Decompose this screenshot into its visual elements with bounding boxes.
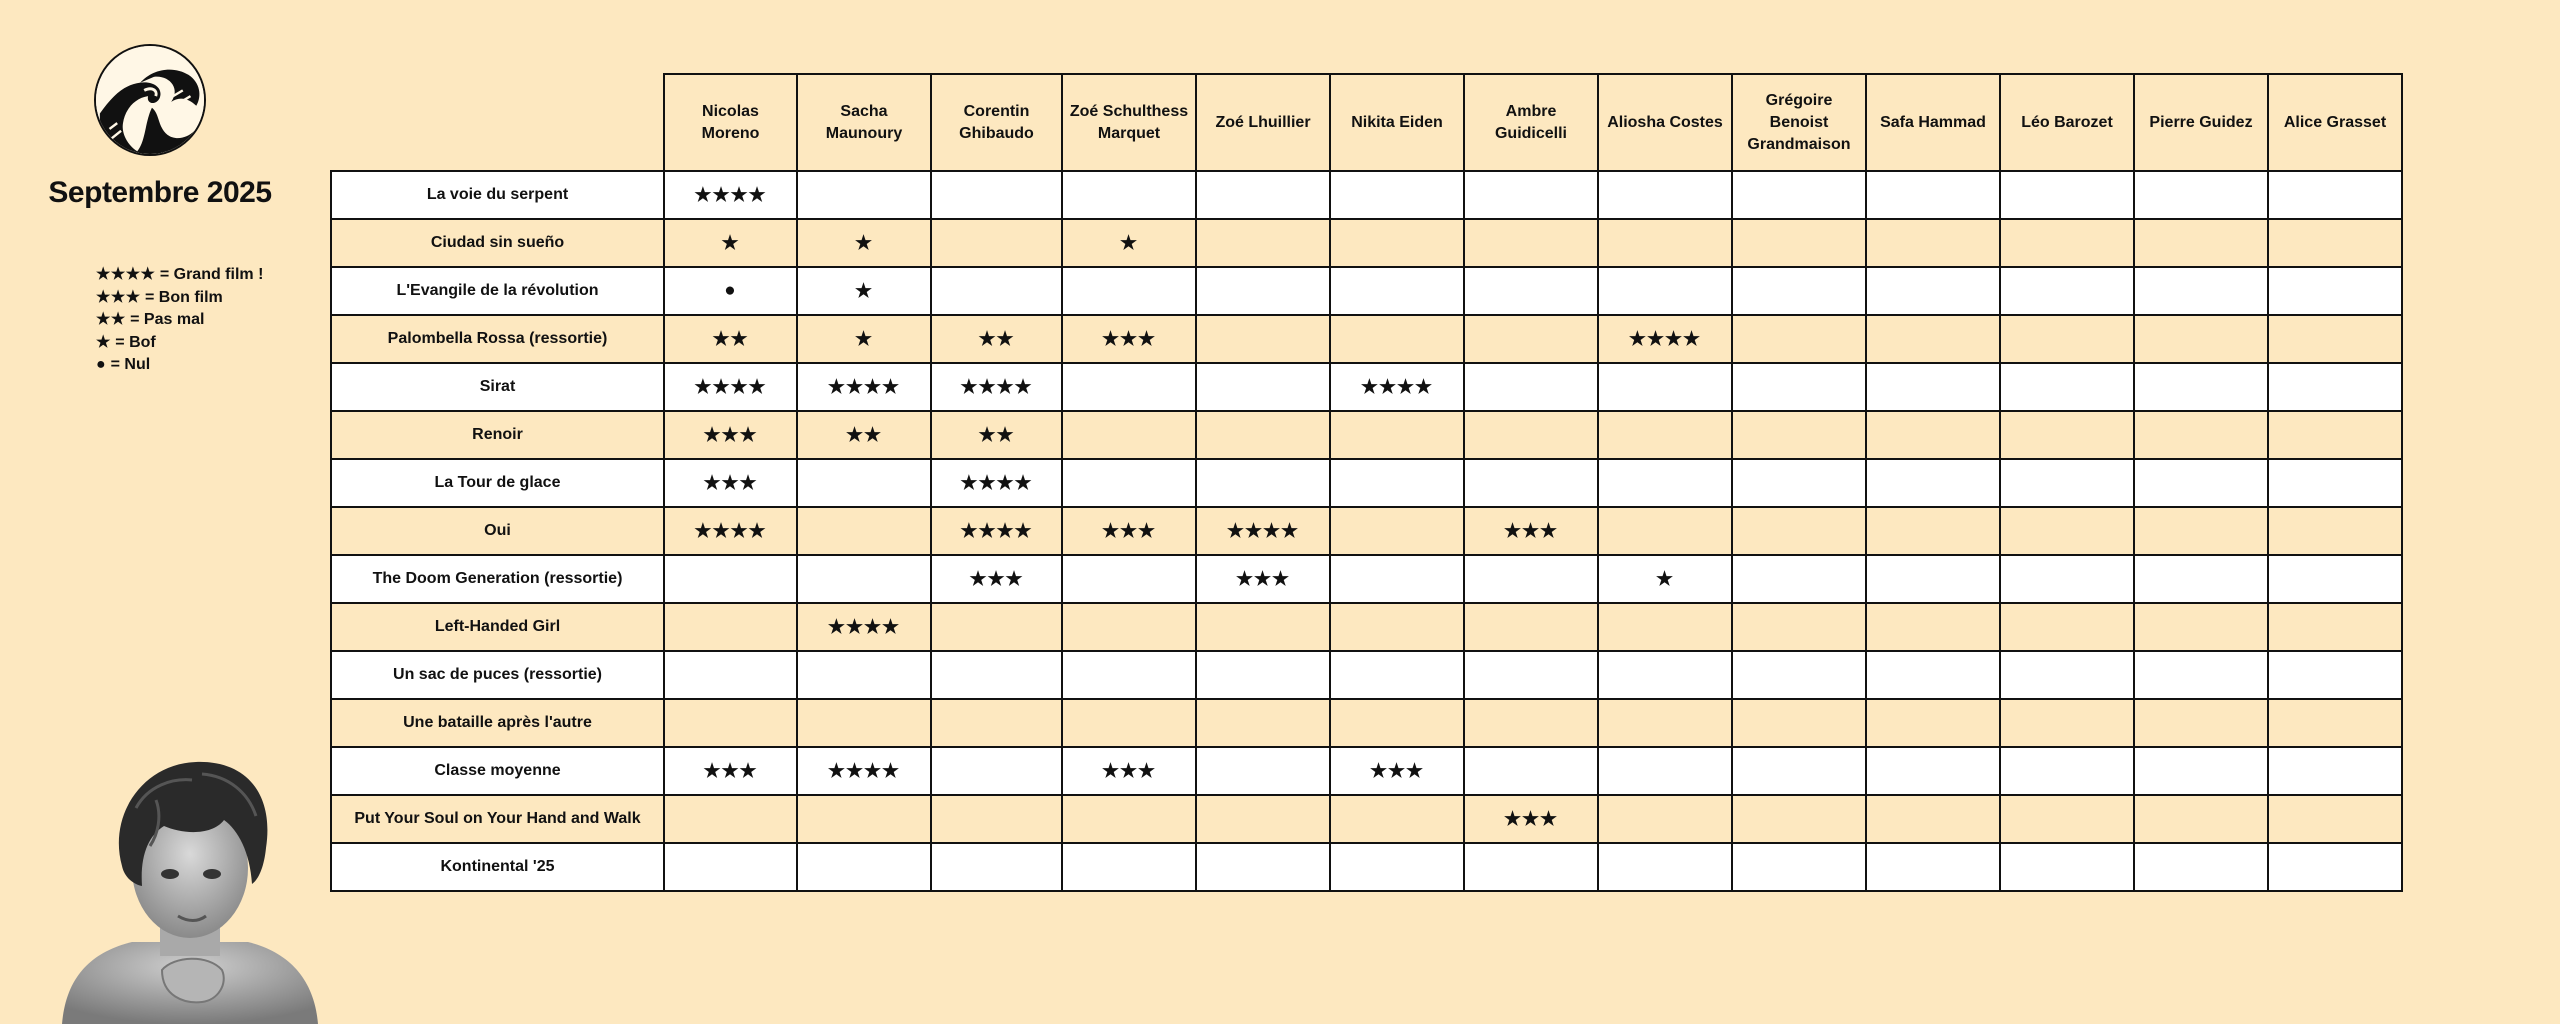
rating-cell [1866, 171, 2000, 219]
rating-cell [2268, 171, 2402, 219]
rating-cell [2134, 171, 2268, 219]
rating-cell [664, 795, 797, 843]
rating-cell [2000, 555, 2134, 603]
rating-cell [1598, 795, 1732, 843]
rating-cell [1866, 603, 2000, 651]
rating-cell [931, 651, 1062, 699]
rating-cell [931, 603, 1062, 651]
rating-cell [931, 843, 1062, 891]
film-title: L'Evangile de la révolution [331, 267, 664, 315]
rating-cell: ★★★★ [797, 747, 931, 795]
rating-cell [2000, 795, 2134, 843]
rating-cell [1866, 219, 2000, 267]
rating-cell [1062, 363, 1196, 411]
table-row [331, 699, 2402, 747]
critic-header-safa-hammad: Safa Hammad [1866, 74, 2000, 171]
rating-cell [1732, 267, 1866, 315]
rating-cell [1464, 459, 1598, 507]
rating-cell [1464, 651, 1598, 699]
rating-cell [931, 747, 1062, 795]
rating-cell [664, 843, 797, 891]
rating-cell [797, 795, 931, 843]
rating-cell [931, 171, 1062, 219]
rating-cell [1464, 267, 1598, 315]
rating-cell [1598, 699, 1732, 747]
rating-cell [1196, 651, 1330, 699]
rating-cell [1598, 363, 1732, 411]
rating-cell [1732, 459, 1866, 507]
rating-cell [2000, 363, 2134, 411]
rating-cell: ★★★ [1330, 747, 1464, 795]
rating-cell [2134, 363, 2268, 411]
rating-cell [1732, 747, 1866, 795]
rating-cell [1732, 171, 1866, 219]
rating-cell [1598, 507, 1732, 555]
rating-cell [2268, 843, 2402, 891]
critic-header-gregoire-benoist-grandmaison: Grégoire Benoist Grandmaison [1732, 74, 1866, 171]
rating-cell [1732, 219, 1866, 267]
rating-cell [1866, 363, 2000, 411]
rating-cell: ★★★ [664, 747, 797, 795]
rating-cell [797, 555, 931, 603]
rating-cell [1866, 699, 2000, 747]
critic-header-ambre-guidicelli: Ambre Guidicelli [1464, 74, 1598, 171]
legend-label: = Bof [115, 333, 156, 351]
rating-cell [1464, 747, 1598, 795]
rating-cell [1196, 171, 1330, 219]
rating-cell [1330, 603, 1464, 651]
rating-cell [1732, 363, 1866, 411]
rating-cell [2134, 219, 2268, 267]
legend-label: = Pas mal [130, 311, 205, 328]
rating-cell: ★★★★ [664, 171, 797, 219]
rating-cell [1196, 795, 1330, 843]
rating-cell [1866, 459, 2000, 507]
table-row [331, 507, 2402, 555]
rating-cell [1062, 795, 1196, 843]
rating-cell [1732, 843, 1866, 891]
critic-header-zoe-schulthess-marquet: Zoé Schulthess Marquet [1062, 74, 1196, 171]
rating-cell [1196, 219, 1330, 267]
rating-cell [797, 171, 931, 219]
rating-cell: ★★★★ [664, 507, 797, 555]
rating-cell [2000, 603, 2134, 651]
rating-cell: ★ [1062, 219, 1196, 267]
rating-cell [1196, 363, 1330, 411]
legend-symbol: ★★ [96, 311, 126, 328]
film-title: La voie du serpent [331, 171, 664, 219]
critic-header-zoe-lhuillier: Zoé Lhuillier [1196, 74, 1330, 171]
rating-cell [1062, 267, 1196, 315]
rating-cell: ★★★★ [1330, 363, 1464, 411]
table-row [331, 219, 2402, 267]
rating-cell [2268, 651, 2402, 699]
rating-cell: ★ [797, 219, 931, 267]
critic-header-sacha-maunoury: Sacha Maunoury [797, 74, 931, 171]
rating-cell: ★ [664, 219, 797, 267]
rating-cell: ★★ [797, 411, 931, 459]
rating-cell [1598, 747, 1732, 795]
film-title: Put Your Soul on Your Hand and Walk [331, 795, 664, 843]
table-row [331, 459, 2402, 507]
rating-cell [931, 267, 1062, 315]
critic-header-nicolas-moreno: Nicolas Moreno [664, 74, 797, 171]
rating-cell [2000, 315, 2134, 363]
rating-cell [1732, 603, 1866, 651]
rating-cell: ★★ [931, 411, 1062, 459]
table-row [331, 411, 2402, 459]
rating-cell [1330, 411, 1464, 459]
rating-cell [2268, 603, 2402, 651]
rating-cell [1732, 507, 1866, 555]
rating-cell [1196, 603, 1330, 651]
critic-header-pierre-guidez: Pierre Guidez [2134, 74, 2268, 171]
rating-cell [2000, 507, 2134, 555]
rating-cell [2268, 411, 2402, 459]
film-title: Kontinental '25 [331, 843, 664, 891]
rating-cell [2268, 555, 2402, 603]
rating-cell [1330, 843, 1464, 891]
rating-cell [1330, 555, 1464, 603]
rating-cell [1598, 267, 1732, 315]
legend-item [96, 354, 263, 377]
rating-cell [2268, 459, 2402, 507]
table-row [331, 171, 2402, 219]
legend-label: = Nul [110, 356, 151, 373]
rating-cell [1196, 315, 1330, 363]
table-row [331, 315, 2402, 363]
rating-cell: ★★★★ [664, 363, 797, 411]
rating-cell [1062, 171, 1196, 219]
rating-cell: ★★★★ [797, 603, 931, 651]
rating-cell [1598, 651, 1732, 699]
rating-cell: ★★★★ [931, 507, 1062, 555]
rating-cell [1062, 603, 1196, 651]
rating-cell [1464, 603, 1598, 651]
film-title: Palombella Rossa (ressortie) [331, 315, 664, 363]
rating-cell [1866, 315, 2000, 363]
rating-cell [1464, 699, 1598, 747]
table-corner [331, 74, 664, 171]
table-row [331, 651, 2402, 699]
legend-item [96, 309, 263, 332]
rating-cell [2134, 459, 2268, 507]
rating-cell: ★★★ [664, 411, 797, 459]
rating-cell [1866, 555, 2000, 603]
rating-cell [1598, 219, 1732, 267]
legend-label: = Grand film ! [159, 266, 264, 283]
rating-cell [664, 651, 797, 699]
film-title: Classe moyenne [331, 747, 664, 795]
rating-cell [2134, 651, 2268, 699]
rating-cell [1732, 651, 1866, 699]
rating-cell [1866, 795, 2000, 843]
rating-cell [1330, 267, 1464, 315]
rating-cell [1062, 555, 1196, 603]
rating-cell [797, 651, 931, 699]
table-row [331, 747, 2402, 795]
rating-cell: ★★★★ [1196, 507, 1330, 555]
rating-cell [1866, 843, 2000, 891]
legend-symbol: ★ [96, 333, 111, 351]
rating-cell [1464, 363, 1598, 411]
rating-cell: ★★★ [664, 459, 797, 507]
ratings-table [330, 73, 2403, 892]
table-row [331, 843, 2402, 891]
rating-cell [1598, 603, 1732, 651]
film-title: Oui [331, 507, 664, 555]
rating-cell [2268, 219, 2402, 267]
film-title: The Doom Generation (ressortie) [331, 555, 664, 603]
rating-cell [1330, 651, 1464, 699]
film-title: Left-Handed Girl [331, 603, 664, 651]
rating-cell [2134, 795, 2268, 843]
rating-cell [2000, 411, 2134, 459]
rating-cell [664, 699, 797, 747]
rating-cell [2268, 747, 2402, 795]
rating-legend [96, 264, 263, 377]
rating-cell [1866, 267, 2000, 315]
critic-header-aliosha-costes: Aliosha Costes [1598, 74, 1732, 171]
rating-cell [1464, 171, 1598, 219]
legend-item [96, 287, 263, 310]
critic-header-corentin-ghibaudo: Corentin Ghibaudo [931, 74, 1062, 171]
rating-cell [797, 843, 931, 891]
rating-cell [1062, 651, 1196, 699]
rating-cell [2134, 267, 2268, 315]
rating-cell [931, 699, 1062, 747]
rating-cell: ★★★ [1464, 795, 1598, 843]
rating-cell: ★★★ [1196, 555, 1330, 603]
rating-cell [1732, 315, 1866, 363]
rating-cell [1196, 267, 1330, 315]
critic-header-alice-grasset: Alice Grasset [2268, 74, 2402, 171]
legend-item [96, 264, 263, 287]
rating-cell [931, 219, 1062, 267]
rating-cell [1330, 699, 1464, 747]
rating-cell [1330, 315, 1464, 363]
rating-cell [2268, 699, 2402, 747]
rating-cell [2134, 699, 2268, 747]
rating-cell: ★ [1598, 555, 1732, 603]
rating-cell [2000, 843, 2134, 891]
rating-cell [2000, 747, 2134, 795]
rating-cell [1062, 843, 1196, 891]
rating-cell [1196, 699, 1330, 747]
rating-cell [2268, 795, 2402, 843]
rating-cell [1196, 411, 1330, 459]
rating-cell [1598, 171, 1732, 219]
film-title: La Tour de glace [331, 459, 664, 507]
rating-cell [2134, 315, 2268, 363]
rating-cell [1196, 459, 1330, 507]
legend-symbol: ★★★ [96, 288, 141, 306]
rating-cell [1732, 795, 1866, 843]
rating-cell [1464, 315, 1598, 363]
header-row [331, 74, 2402, 171]
legend-label: = Bon film [144, 288, 223, 306]
table-row [331, 555, 2402, 603]
rating-cell [2268, 315, 2402, 363]
rating-cell [1196, 843, 1330, 891]
critic-header-nikita-eiden: Nikita Eiden [1330, 74, 1464, 171]
rating-cell [1598, 459, 1732, 507]
rating-cell: ★★ [664, 315, 797, 363]
rating-cell [2000, 699, 2134, 747]
rating-cell [2134, 843, 2268, 891]
rating-cell [2268, 267, 2402, 315]
rating-cell [2134, 603, 2268, 651]
rating-cell [2268, 507, 2402, 555]
rating-cell [2268, 363, 2402, 411]
film-title: Ciudad sin sueño [331, 219, 664, 267]
rating-cell: ★ [797, 315, 931, 363]
legend-symbol: ● [96, 356, 107, 373]
rating-cell [1732, 411, 1866, 459]
wave-logo-icon [94, 44, 206, 156]
rating-cell [1732, 699, 1866, 747]
rating-cell [2134, 411, 2268, 459]
rating-cell [1464, 411, 1598, 459]
rating-cell: ★★★ [931, 555, 1062, 603]
rating-cell [1598, 411, 1732, 459]
table-row [331, 603, 2402, 651]
rating-cell [1062, 699, 1196, 747]
table-row [331, 267, 2402, 315]
rating-cell [1464, 843, 1598, 891]
legend-item [96, 332, 263, 355]
critic-header-leo-barozet: Léo Barozet [2000, 74, 2134, 171]
rating-cell [1062, 459, 1196, 507]
rating-cell [1330, 795, 1464, 843]
film-title: Renoir [331, 411, 664, 459]
rating-cell [2000, 171, 2134, 219]
rating-cell [664, 603, 797, 651]
rating-cell [1330, 459, 1464, 507]
rating-cell [1330, 507, 1464, 555]
rating-cell [1732, 555, 1866, 603]
film-title: Une bataille après l'autre [331, 699, 664, 747]
rating-cell [797, 507, 931, 555]
rating-cell: ★★ [931, 315, 1062, 363]
rating-cell [2134, 507, 2268, 555]
rating-cell [664, 555, 797, 603]
rating-cell [1866, 411, 2000, 459]
legend-symbol: ★★★★ [96, 266, 156, 283]
rating-cell [2134, 747, 2268, 795]
rating-cell [1866, 651, 2000, 699]
rating-cell [2134, 555, 2268, 603]
rating-cell [1464, 555, 1598, 603]
rating-cell [1866, 747, 2000, 795]
table-row [331, 795, 2402, 843]
rating-cell: ★ [797, 267, 931, 315]
rating-cell [2000, 219, 2134, 267]
rating-cell [1062, 411, 1196, 459]
rating-cell [797, 459, 931, 507]
rating-cell [1464, 219, 1598, 267]
film-title: Un sac de puces (ressortie) [331, 651, 664, 699]
page-title: Septembre 2025 [48, 176, 272, 209]
rating-cell: ★★★ [1062, 747, 1196, 795]
rating-cell [1196, 747, 1330, 795]
table-row [331, 363, 2402, 411]
rating-cell [1598, 843, 1732, 891]
film-title: Sirat [331, 363, 664, 411]
rating-cell [2000, 267, 2134, 315]
rating-cell: ★★★★ [797, 363, 931, 411]
rating-cell [1330, 171, 1464, 219]
rating-cell [797, 699, 931, 747]
rating-cell: ★★★★ [931, 363, 1062, 411]
portrait-photo [52, 756, 324, 1024]
rating-cell [931, 795, 1062, 843]
rating-cell [1330, 219, 1464, 267]
rating-cell: ★★★ [1062, 507, 1196, 555]
rating-cell [2000, 651, 2134, 699]
rating-cell [2000, 459, 2134, 507]
rating-cell: ★★★ [1464, 507, 1598, 555]
rating-cell: ★★★★ [1598, 315, 1732, 363]
rating-cell: ★★★ [1062, 315, 1196, 363]
rating-cell [1866, 507, 2000, 555]
rating-cell: ● [664, 267, 797, 315]
rating-cell: ★★★★ [931, 459, 1062, 507]
